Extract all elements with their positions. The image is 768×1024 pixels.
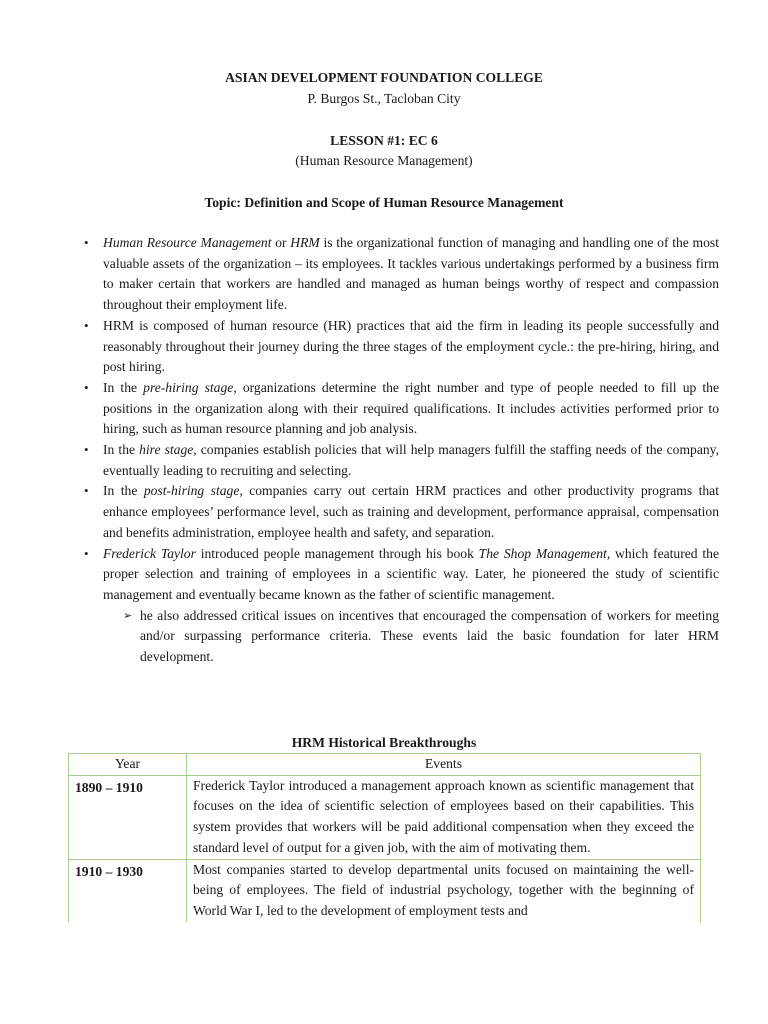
table-row (69, 859, 701, 922)
subject-title: (Human Resource Management) (295, 153, 473, 168)
event-cell: Frederick Taylor introduced a management approach known as scientific management that focuses on the idea of scientific selection of employees based on their capabilities. This system provides that workers will be paid additional compensation when they exceed the standard level of output for a given job, with the aim of motivating them. (187, 775, 701, 859)
bullet-hrm-definition: • Human Resource Management or HRM is the organizational function of managing and handling one of the most valuable assets of the organization – its employees. It tackles various undertakings performed by a business firm to maker certain that workers are handled and managed as human beings worthy of respect and compassion throughout their employment life. (103, 233, 719, 316)
bullet-frederick-taylor: • Frederick Taylor introduced people management through his book The Shop Management, which featured the proper selection and training of employees in a scientific way. Later, he pioneered the study of scientific management and eventually became known as the father of scientific management. ➢ he also addressed critical issues on incentives that encouraged the compensation of workers for meeting and/or surpassing performance criteria. These events laid the basic foundation for later HRM development. (103, 544, 719, 668)
table-title: HRM Historical Breakthroughs (291, 735, 477, 750)
college-address: P. Burgos St., Tacloban City (307, 91, 461, 106)
year-cell: 1890 – 1910 (69, 775, 187, 859)
table-header-row (69, 754, 701, 776)
topic-heading: Topic: Definition and Scope of Human Resource Management (204, 195, 564, 210)
table-row (69, 775, 701, 859)
sub-bullet-incentives: ➢ he also addressed critical issues on incentives that encouraged the compensation of workers for meeting and/or surpassing performance criteria. These events laid the basic foundation for later HRM development. (140, 606, 719, 668)
bullet-hire-stage: • In the hire stage, companies establish policies that will help managers fulfill the staffing needs of the company, eventually leading to recruiting and selecting. (103, 440, 719, 481)
sub-bullet-list (103, 606, 719, 668)
event-cell: Most companies started to develop departmental units focused on maintaining the well-being of employees. The field of industrial psychology, together with the beginning of World War I, led to the development of employment tests and (187, 859, 701, 922)
lesson-title: LESSON #1: EC 6 (330, 133, 438, 148)
bullet-hr-practices: • HRM is composed of human resource (HR) practices that aid the firm in leading its people successfully and reasonably throughout their journey during the three stages of the employment cycle.: the pre-hiring, hiring, and post hiring. (103, 316, 719, 378)
hrm-history-table (68, 753, 701, 922)
college-name: ASIAN DEVELOPMENT FOUNDATION COLLEGE (225, 70, 543, 85)
year-cell: 1910 – 1930 (69, 859, 187, 922)
column-header-year: Year (69, 754, 187, 776)
bullet-post-hiring: • In the post-hiring stage, companies carry out certain HRM practices and other productivity programs that enhance employees’ performance level, such as training and development, performance appraisal, compensation and benefits administration, employee health and safety, and separation. (103, 481, 719, 543)
column-header-events: Events (187, 754, 701, 776)
bullet-pre-hiring: • In the pre-hiring stage, organizations determine the right number and type of people needed to fill up the positions in the organization along with their required qualifications. It includes activities performed prior to hiring, such as human resource planning and job analysis. (103, 378, 719, 440)
bullet-list (84, 233, 719, 668)
